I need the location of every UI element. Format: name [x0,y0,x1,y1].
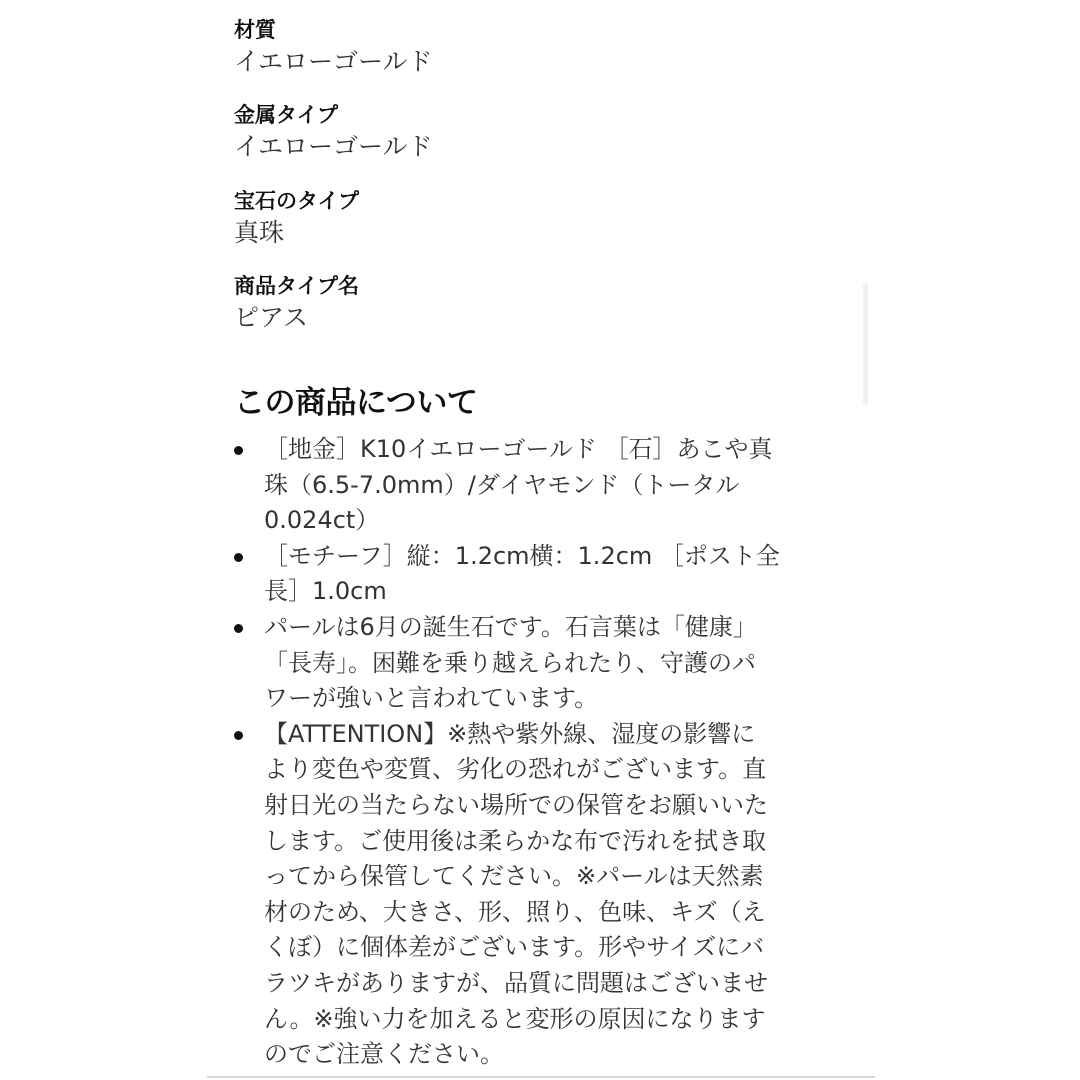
bullet-text: ワーが強いと言われています。 [264,684,599,713]
bullet-text: ってから保管してください。※パールは天然素 [264,862,764,891]
bullet-item [234,717,854,1073]
bullet-text: のでご注意ください。 [264,1040,504,1069]
bullet-text: 0.024ct） [264,506,380,535]
about-bullet-list [234,432,854,1073]
attribute-gem-type [234,187,854,251]
bullet-item [234,610,854,717]
bullet-text: 材のため、大きさ、形、照り、色味、キズ（え [264,897,766,926]
section-divider [207,1076,875,1078]
bullet-item [234,539,854,610]
bullet-text: ん。※強い力を加えると変形の原因になります [264,1004,766,1033]
bullet-text: 【ATTENTION】※熱や紫外線、湿度の影響に [264,719,756,748]
attribute-value: ピアス [234,303,309,332]
attribute-label: 金属タイプ [234,103,338,127]
attribute-product-type [234,272,854,336]
about-heading: この商品について [234,385,478,421]
bullet-text: パールは6月の誕生石です。石言葉は「健康」 [264,612,757,641]
attribute-material [234,16,854,80]
bullet-item [234,432,854,539]
bullet-dot-icon [234,731,243,740]
attribute-value: イエローゴールド [234,47,433,76]
attribute-value: イエローゴールド [234,132,433,161]
bullet-dot-icon [234,446,243,455]
attribute-label: 材質 [234,18,276,42]
bullet-dot-icon [234,624,243,633]
bullet-text: 射日光の当たらない場所での保管をお願いいた [264,790,768,819]
attribute-metal-type [234,101,854,165]
attribute-label: 商品タイプ名 [234,274,359,298]
scrollbar[interactable] [863,283,868,405]
bullet-text: くぼ）に個体差がございます。形やサイズにバ [264,933,765,962]
attribute-label: 宝石のタイプ [234,189,359,213]
bullet-text: より変色や変質、劣化の恐れがございます。直 [264,755,767,784]
bullet-text: 珠（6.5-7.0mm）/ダイヤモンド（トータル [264,470,740,499]
attribute-value: 真珠 [234,218,285,247]
bullet-text: します。ご使用後は柔らかな布で汚れを拭き取 [264,826,767,855]
bullet-dot-icon [234,553,243,562]
bullet-text: ［モチーフ］縦：1.2cm横：1.2cm ［ポスト全 [264,541,780,570]
bullet-text: 「長寿」。困難を乗り越えられたり、守護のパ [264,648,756,677]
bullet-text: ラツキがありますが、品質に問題はございませ [264,968,768,997]
bullet-text: 長］1.0cm [264,577,387,606]
bullet-text: ［地金］K10イエローゴールド ［石］あこや真 [264,435,773,463]
